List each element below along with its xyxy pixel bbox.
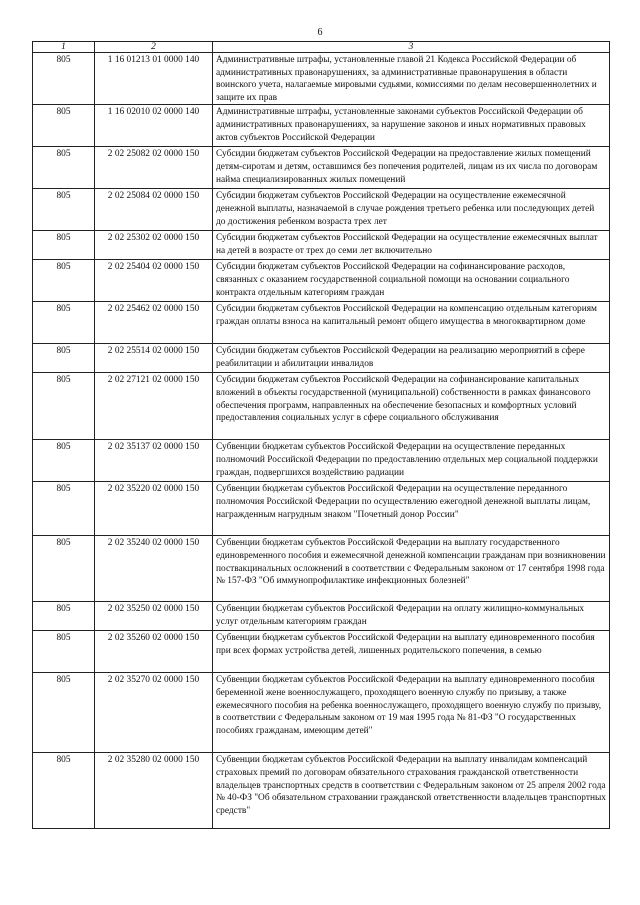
- admin-cell: 805: [33, 536, 95, 602]
- admin-cell: 805: [33, 753, 95, 829]
- code-cell: 2 02 35270 02 0000 150: [95, 673, 213, 753]
- table-row: [33, 231, 610, 260]
- admin-cell: 805: [33, 189, 95, 231]
- admin-cell: 805: [33, 260, 95, 302]
- code-cell: 1 16 01213 01 0000 140: [95, 53, 213, 105]
- description-cell: Субсидии бюджетам субъектов Российской Федерации на предоставление жилых помещений детям-сиротам и детям, оставшимся без попечения родителей, лицам из их числа по договорам найма специализированных жилых помещений: [213, 147, 610, 189]
- header-cell-2: 2: [95, 42, 213, 53]
- description-cell: Субсидии бюджетам субъектов Российской Федерации на реализацию мероприятий в сфере реабилитации и абилитации инвалидов: [213, 344, 610, 373]
- table-header-row: [33, 42, 610, 53]
- description-cell: Административные штрафы, установленные законами субъектов Российской Федерации об административных правонарушениях, за нарушение законов и иных нормативных правовых актов субъектов Российской Федерации: [213, 105, 610, 147]
- table-row: [33, 536, 610, 602]
- table-row: [33, 673, 610, 753]
- code-cell: 2 02 35260 02 0000 150: [95, 631, 213, 673]
- admin-cell: 805: [33, 231, 95, 260]
- description-cell: Субсидии бюджетам субъектов Российской Федерации на осуществление ежемесячных выплат на детей в возрасте от трех до семи лет включительно: [213, 231, 610, 260]
- admin-cell: 805: [33, 53, 95, 105]
- code-cell: 1 16 02010 02 0000 140: [95, 105, 213, 147]
- table-row: [33, 105, 610, 147]
- description-cell: Субвенции бюджетам субъектов Российской Федерации на осуществление переданного полномочия Российской Федерации по осуществлению ежегодной денежной выплаты лицам, награжденным нагрудным знаком "Почетный донор России": [213, 482, 610, 536]
- page-number: 6: [317, 27, 323, 38]
- description-cell: Субвенции бюджетам субъектов Российской Федерации на выплату единовременного пособия при всех формах устройства детей, лишенных родительского попечения, в семью: [213, 631, 610, 673]
- description-cell: Административные штрафы, установленные главой 21 Кодекса Российской Федерации об административных правонарушениях, за административные правонарушения в области воинского учета, налагаемые мировыми судьями, комиссиями по делам несовершеннолетних и защите их прав: [213, 53, 610, 105]
- table-row: [33, 260, 610, 302]
- code-cell: 2 02 25302 02 0000 150: [95, 231, 213, 260]
- description-cell: Субвенции бюджетам субъектов Российской Федерации на выплату государственного единовременного пособия и ежемесячной денежной компенсации гражданам при возникновении поствакцинальных осложнений в соответствии с Федеральным законом от 17 сентября 1998 года № 157-ФЗ "Об иммунопрофилактике инфекционных болезней": [213, 536, 610, 602]
- table-row: [33, 753, 610, 829]
- description-cell: Субвенции бюджетам субъектов Российской Федерации на оплату жилищно-коммунальных услуг отдельным категориям граждан: [213, 602, 610, 631]
- table-row: [33, 482, 610, 536]
- code-cell: 2 02 35220 02 0000 150: [95, 482, 213, 536]
- table-row: [33, 373, 610, 440]
- table-row: [33, 147, 610, 189]
- description-cell: Субвенции бюджетам субъектов Российской Федерации на выплату инвалидам компенсаций страховых премий по договорам обязательного страхования гражданской ответственности владельцев транспортных средств в соответствии с Федеральным законом от 25 апреля 2002 года № 40-ФЗ "Об обязательном страховании гражданской ответственности владельцев транспортных средств": [213, 753, 610, 829]
- table-row: [33, 602, 610, 631]
- description-cell: Субсидии бюджетам субъектов Российской Федерации на осуществление ежемесячной денежной выплаты, назначаемой в случае рождения третьего ребенка или последующих детей до достижения ребенком возраста трех лет: [213, 189, 610, 231]
- code-cell: 2 02 25462 02 0000 150: [95, 302, 213, 344]
- code-cell: 2 02 25514 02 0000 150: [95, 344, 213, 373]
- table-row: [33, 302, 610, 344]
- table-row: [33, 440, 610, 482]
- code-cell: 2 02 25404 02 0000 150: [95, 260, 213, 302]
- admin-cell: 805: [33, 482, 95, 536]
- description-cell: Субсидии бюджетам субъектов Российской Федерации на софинансирование расходов, связанных с оказанием государственной социальной помощи на основании социального контракта отдельным категориям граждан: [213, 260, 610, 302]
- admin-cell: 805: [33, 673, 95, 753]
- description-cell: Субвенции бюджетам субъектов Российской Федерации на осуществление переданных полномочий Российской Федерации по предоставлению отдельных мер социальной поддержки граждан, подвергшихся воздействию радиации: [213, 440, 610, 482]
- code-cell: 2 02 35240 02 0000 150: [95, 536, 213, 602]
- table-row: [33, 53, 610, 105]
- admin-cell: 805: [33, 344, 95, 373]
- code-cell: 2 02 25082 02 0000 150: [95, 147, 213, 189]
- admin-cell: 805: [33, 147, 95, 189]
- admin-cell: 805: [33, 373, 95, 440]
- code-cell: 2 02 25084 02 0000 150: [95, 189, 213, 231]
- header-cell-1: 1: [33, 42, 95, 53]
- description-cell: Субсидии бюджетам субъектов Российской Федерации на софинансирование капитальных вложений в объекты государственной (муниципальной) собственности в рамках финансового обеспечения программ, направленных на обеспечение безопасных и комфортных условий предоставления социальных услуг в сфере социального обслуживания: [213, 373, 610, 440]
- code-cell: 2 02 35250 02 0000 150: [95, 602, 213, 631]
- budget-codes-table: [32, 41, 610, 829]
- admin-cell: 805: [33, 302, 95, 344]
- code-cell: 2 02 35137 02 0000 150: [95, 440, 213, 482]
- table-row: [33, 189, 610, 231]
- description-cell: Субвенции бюджетам субъектов Российской Федерации на выплату единовременного пособия беременной жене военнослужащего, проходящего военную службу по призыву, а также ежемесячного пособия на ребенка военнослужащего, проходящего военную службу по призыву, в соответствии с Федеральным законом от 19 мая 1995 года № 81-ФЗ "О государственных пособиях гражданам, имеющим детей": [213, 673, 610, 753]
- admin-cell: 805: [33, 602, 95, 631]
- admin-cell: 805: [33, 105, 95, 147]
- table-row: [33, 344, 610, 373]
- admin-cell: 805: [33, 631, 95, 673]
- header-cell-3: 3: [213, 42, 610, 53]
- description-cell: Субсидии бюджетам субъектов Российской Федерации на компенсацию отдельным категориям граждан оплаты взноса на капитальный ремонт общего имущества в многоквартирном доме: [213, 302, 610, 344]
- admin-cell: 805: [33, 440, 95, 482]
- code-cell: 2 02 27121 02 0000 150: [95, 373, 213, 440]
- code-cell: 2 02 35280 02 0000 150: [95, 753, 213, 829]
- table-row: [33, 631, 610, 673]
